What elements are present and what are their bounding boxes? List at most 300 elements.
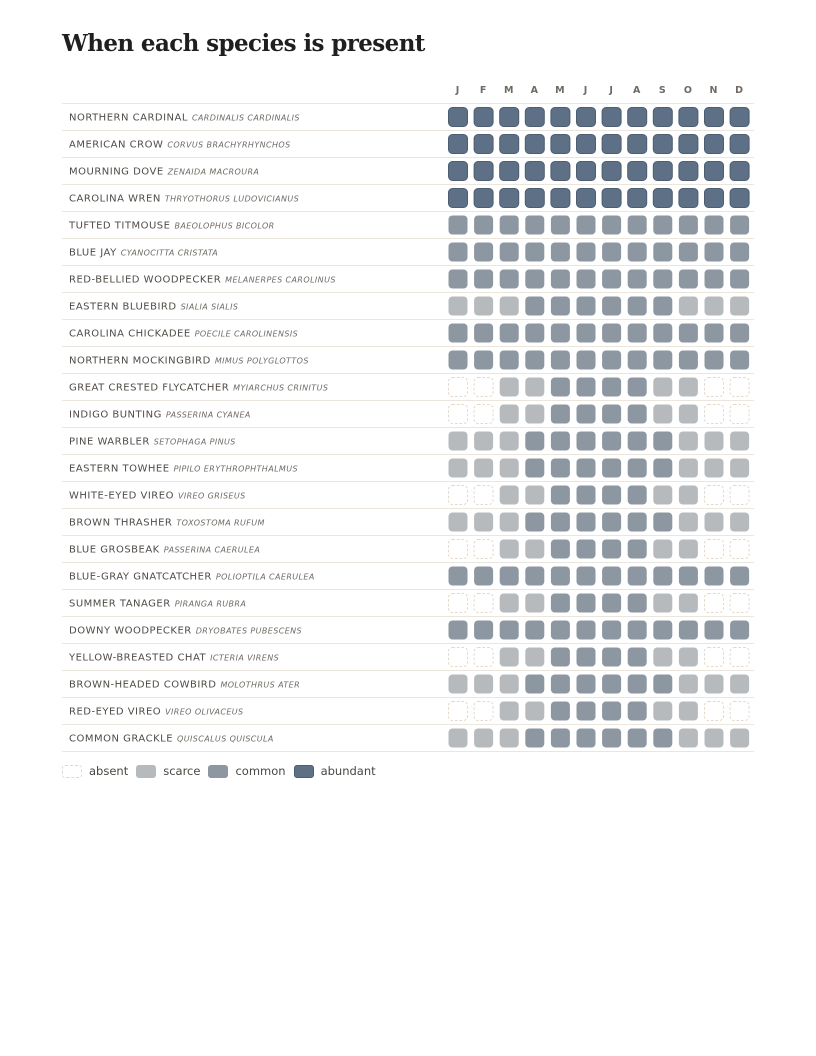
- presence-cell-common: [551, 675, 570, 694]
- presence-cell-common: [628, 405, 647, 424]
- presence-cell-common: [551, 351, 570, 370]
- presence-cell-scarce: [525, 540, 544, 559]
- species-common-name: COMMON GRACKLE: [69, 733, 174, 745]
- presence-cell-scarce: [474, 459, 493, 478]
- presence-cell-scarce: [500, 405, 519, 424]
- presence-cell-abundant: [705, 108, 724, 127]
- presence-cell-absent: [705, 486, 724, 505]
- presence-cell-scarce: [500, 297, 519, 316]
- species-label: [68, 653, 279, 664]
- month-label: J: [583, 85, 588, 96]
- month-label: M: [555, 85, 565, 96]
- presence-cell-abundant: [525, 135, 544, 154]
- presence-cell-absent: [705, 594, 724, 613]
- presence-cell-scarce: [653, 486, 672, 505]
- presence-cell-common: [551, 378, 570, 397]
- presence-cell-common: [474, 567, 493, 586]
- species-row: [62, 293, 754, 316]
- species-scientific-name: MYIARCHUS CRINITUS: [233, 383, 329, 393]
- presence-cell-common: [500, 621, 519, 640]
- presence-cell-abundant: [602, 108, 621, 127]
- species-scientific-name: CYANOCITTA CRISTATA: [120, 248, 219, 258]
- presence-cell-common: [628, 351, 647, 370]
- legend-item-absent: [62, 764, 128, 778]
- presence-cell-common: [628, 513, 647, 532]
- presence-cell-common: [500, 216, 519, 235]
- presence-cell-scarce: [679, 459, 698, 478]
- species-label: [69, 626, 302, 637]
- presence-cell-scarce: [730, 432, 749, 451]
- species-common-name: AMERICAN CROW: [69, 139, 164, 151]
- presence-cell-common: [602, 216, 621, 235]
- presence-cell-common: [602, 243, 621, 262]
- species-row: [62, 698, 754, 721]
- species-scientific-name: PIPILO ERYTHROPHTHALMUS: [173, 464, 298, 474]
- species-row: [62, 212, 754, 235]
- presence-cell-abundant: [653, 189, 672, 208]
- presence-cell-common: [653, 432, 672, 451]
- presence-cell-common: [500, 243, 519, 262]
- species-common-name: BROWN THRASHER: [69, 517, 173, 529]
- presence-cell-common: [449, 324, 468, 343]
- presence-cell-common: [653, 729, 672, 748]
- presence-cell-common: [551, 729, 570, 748]
- species-label: [69, 707, 244, 718]
- month-label: F: [479, 85, 487, 96]
- presence-cell-absent: [705, 540, 724, 559]
- species-label: [69, 140, 291, 151]
- species-label: [69, 599, 246, 610]
- presence-cell-scarce: [679, 378, 698, 397]
- presence-cell-scarce: [705, 432, 724, 451]
- presence-cell-scarce: [679, 729, 698, 748]
- species-row: [62, 536, 754, 559]
- presence-cell-common: [525, 432, 544, 451]
- species-row: [62, 671, 754, 694]
- presence-cell-common: [525, 459, 544, 478]
- presence-cell-scarce: [730, 513, 749, 532]
- presence-cell-common: [474, 270, 493, 289]
- species-common-name: NORTHERN CARDINAL: [69, 112, 188, 124]
- species-common-name: WHITE-EYED VIREO: [69, 490, 174, 502]
- presence-cell-common: [474, 243, 493, 262]
- presence-cell-common: [628, 621, 647, 640]
- legend-label-absent: absent: [89, 764, 129, 778]
- presence-cell-common: [628, 459, 647, 478]
- species-label: [69, 248, 218, 259]
- presence-cell-common: [602, 675, 621, 694]
- presence-cell-scarce: [679, 648, 698, 667]
- presence-cell-abundant: [525, 189, 544, 208]
- presence-cell-absent: [730, 594, 749, 613]
- presence-cell-common: [577, 567, 596, 586]
- presence-cell-absent: [449, 540, 468, 559]
- presence-cell-common: [628, 594, 647, 613]
- presence-cell-common: [551, 540, 570, 559]
- legend-item-scarce: [136, 764, 200, 778]
- species-label: [69, 167, 259, 178]
- legend-label-scarce: scarce: [163, 764, 201, 778]
- presence-cell-absent: [449, 702, 468, 721]
- presence-cell-common: [653, 297, 672, 316]
- presence-cell-scarce: [653, 405, 672, 424]
- species-label: [69, 734, 274, 745]
- presence-cell-common: [602, 513, 621, 532]
- presence-cell-scarce: [500, 594, 519, 613]
- presence-cell-scarce: [679, 594, 698, 613]
- presence-cell-common: [705, 216, 724, 235]
- presence-cell-common: [653, 351, 672, 370]
- presence-cell-abundant: [730, 189, 749, 208]
- month-headers: [455, 85, 743, 96]
- presence-cell-common: [500, 351, 519, 370]
- presence-cell-common: [551, 297, 570, 316]
- presence-cell-abundant: [551, 189, 570, 208]
- presence-cell-common: [679, 216, 698, 235]
- presence-cell-abundant: [449, 189, 468, 208]
- month-label: M: [503, 85, 514, 96]
- presence-cell-abundant: [602, 135, 621, 154]
- presence-cell-common: [602, 297, 621, 316]
- presence-cell-common: [551, 621, 570, 640]
- species-scientific-name: ICTERIA VIRENS: [210, 653, 280, 663]
- presence-cell-scarce: [525, 405, 544, 424]
- legend-item-common: [208, 764, 285, 778]
- presence-cell-scarce: [474, 432, 493, 451]
- presence-cell-common: [602, 702, 621, 721]
- presence-cell-scarce: [500, 729, 519, 748]
- species-scientific-name: VIREO OLIVACEUS: [165, 707, 244, 717]
- species-scientific-name: CORVUS BRACHYRHYNCHOS: [167, 140, 291, 150]
- presence-cell-common: [628, 270, 647, 289]
- presence-cell-common: [602, 432, 621, 451]
- presence-cell-abundant: [449, 162, 468, 181]
- presence-cell-abundant: [474, 189, 493, 208]
- species-label: [69, 356, 309, 367]
- species-scientific-name: POLIOPTILA CAERULEA: [215, 572, 315, 582]
- presence-cell-scarce: [730, 675, 749, 694]
- presence-cell-common: [679, 351, 698, 370]
- presence-cell-scarce: [449, 297, 468, 316]
- species-label: [69, 113, 300, 124]
- presence-cell-abundant: [577, 135, 596, 154]
- legend-swatch-scarce: [136, 765, 156, 778]
- presence-cell-common: [602, 486, 621, 505]
- presence-cell-common: [449, 567, 468, 586]
- species-scientific-name: TOXOSTOMA RUFUM: [176, 518, 265, 528]
- presence-cell-common: [525, 216, 544, 235]
- species-row: [62, 590, 754, 613]
- species-common-name: CAROLINA WREN: [69, 193, 161, 205]
- presence-cell-scarce: [500, 486, 519, 505]
- presence-cell-common: [525, 351, 544, 370]
- presence-cell-abundant: [602, 162, 621, 181]
- presence-cell-common: [449, 216, 468, 235]
- presence-cell-common: [551, 513, 570, 532]
- presence-cell-abundant: [551, 135, 570, 154]
- presence-cell-common: [653, 621, 672, 640]
- presence-cell-abundant: [628, 189, 647, 208]
- presence-cell-common: [525, 675, 544, 694]
- presence-cell-common: [602, 459, 621, 478]
- presence-cell-common: [551, 216, 570, 235]
- presence-cell-common: [577, 405, 596, 424]
- presence-cell-abundant: [679, 108, 698, 127]
- species-common-name: YELLOW-BREASTED CHAT: [69, 652, 207, 664]
- presence-cell-abundant: [577, 108, 596, 127]
- presence-cell-common: [551, 324, 570, 343]
- species-row: [62, 239, 754, 262]
- presence-cell-common: [577, 648, 596, 667]
- species-label: [69, 329, 298, 340]
- presence-cell-absent: [474, 702, 493, 721]
- presence-cell-common: [551, 405, 570, 424]
- presence-cell-common: [705, 243, 724, 262]
- species-scientific-name: BAEOLOPHUS BICOLOR: [174, 221, 275, 231]
- presence-cell-common: [474, 324, 493, 343]
- presence-cell-scarce: [525, 594, 544, 613]
- presence-cell-common: [577, 594, 596, 613]
- species-row: [62, 158, 754, 181]
- presence-cell-scarce: [474, 729, 493, 748]
- presence-cell-common: [551, 270, 570, 289]
- month-label: N: [709, 85, 718, 96]
- presence-cell-absent: [449, 594, 468, 613]
- species-scientific-name: PASSERINA CYANEA: [165, 410, 251, 420]
- species-row: [62, 347, 754, 370]
- presence-cell-absent: [730, 702, 749, 721]
- species-common-name: EASTERN TOWHEE: [69, 463, 170, 475]
- legend-label-abundant: abundant: [320, 764, 376, 778]
- presence-cell-scarce: [679, 432, 698, 451]
- presence-cell-common: [577, 351, 596, 370]
- presence-cell-common: [602, 351, 621, 370]
- presence-cell-scarce: [500, 702, 519, 721]
- presence-cell-scarce: [705, 729, 724, 748]
- species-scientific-name: CARDINALIS CARDINALIS: [191, 113, 300, 123]
- presence-cell-abundant: [653, 135, 672, 154]
- legend-swatch-common: [208, 765, 228, 778]
- presence-cell-common: [577, 513, 596, 532]
- species-common-name: RED-BELLIED WOODPECKER: [69, 274, 222, 286]
- presence-cell-common: [653, 324, 672, 343]
- species-scientific-name: POECILE CAROLINENSIS: [194, 329, 299, 339]
- legend: [62, 763, 384, 779]
- presence-cell-scarce: [705, 513, 724, 532]
- presence-cell-common: [653, 270, 672, 289]
- presence-cell-scarce: [525, 702, 544, 721]
- species-rows: [62, 104, 754, 752]
- legend-swatch-abundant: [294, 765, 314, 778]
- presence-cell-abundant: [705, 189, 724, 208]
- species-scientific-name: THRYOTHORUS LUDOVICIANUS: [164, 194, 300, 204]
- month-label: D: [735, 85, 744, 96]
- presence-cell-scarce: [679, 702, 698, 721]
- presence-cell-absent: [474, 648, 493, 667]
- presence-cell-common: [577, 459, 596, 478]
- species-common-name: RED-EYED VIREO: [69, 706, 162, 718]
- presence-cell-common: [679, 567, 698, 586]
- presence-cell-common: [730, 621, 749, 640]
- presence-cell-common: [628, 297, 647, 316]
- species-common-name: TUFTED TITMOUSE: [69, 220, 171, 232]
- presence-cell-common: [679, 243, 698, 262]
- presence-cell-abundant: [500, 162, 519, 181]
- presence-cell-common: [474, 351, 493, 370]
- presence-cell-common: [705, 324, 724, 343]
- species-common-name: CAROLINA CHICKADEE: [69, 328, 191, 340]
- presence-cell-abundant: [679, 135, 698, 154]
- presence-cell-scarce: [449, 729, 468, 748]
- species-row: [62, 455, 754, 478]
- species-common-name: NORTHERN MOCKINGBIRD: [69, 355, 211, 367]
- presence-cell-scarce: [679, 540, 698, 559]
- month-label: O: [683, 85, 692, 96]
- presence-cell-abundant: [705, 162, 724, 181]
- presence-cell-abundant: [628, 108, 647, 127]
- presence-cell-absent: [705, 648, 724, 667]
- presence-cell-common: [525, 270, 544, 289]
- species-row: [62, 374, 754, 397]
- species-row: [62, 509, 754, 532]
- presence-cell-scarce: [525, 378, 544, 397]
- presence-cell-common: [628, 648, 647, 667]
- species-common-name: BLUE-GRAY GNATCATCHER: [69, 571, 212, 583]
- presence-cell-common: [449, 243, 468, 262]
- presence-cell-abundant: [474, 108, 493, 127]
- presence-cell-scarce: [500, 648, 519, 667]
- presence-cell-scarce: [653, 378, 672, 397]
- species-row: [62, 320, 754, 343]
- presence-cell-common: [705, 270, 724, 289]
- presence-cell-scarce: [679, 405, 698, 424]
- presence-cell-abundant: [679, 189, 698, 208]
- presence-cell-absent: [449, 648, 468, 667]
- species-row: [62, 644, 754, 667]
- presence-cell-scarce: [653, 594, 672, 613]
- legend-item-abundant: [294, 764, 376, 778]
- species-row: [62, 104, 754, 127]
- species-label: [69, 680, 300, 691]
- presence-cell-abundant: [449, 108, 468, 127]
- presence-cell-scarce: [474, 297, 493, 316]
- species-row: [62, 617, 754, 640]
- presence-cell-absent: [730, 486, 749, 505]
- presence-cell-common: [628, 432, 647, 451]
- species-row: [62, 482, 754, 505]
- species-label: [69, 302, 238, 313]
- presence-cell-common: [628, 729, 647, 748]
- species-label: [69, 545, 260, 556]
- species-row: [62, 725, 754, 748]
- presence-cell-common: [449, 270, 468, 289]
- presence-cell-common: [577, 486, 596, 505]
- presence-cell-common: [525, 243, 544, 262]
- presence-cell-scarce: [730, 729, 749, 748]
- presence-cell-common: [602, 378, 621, 397]
- presence-cell-scarce: [449, 459, 468, 478]
- species-common-name: PINE WARBLER: [69, 436, 150, 448]
- presence-cell-common: [577, 270, 596, 289]
- species-common-name: GREAT CRESTED FLYCATCHER: [69, 382, 230, 394]
- species-scientific-name: MIMUS POLYGLOTTOS: [214, 356, 309, 366]
- presence-cell-absent: [474, 378, 493, 397]
- presence-cell-common: [551, 486, 570, 505]
- presence-cell-common: [525, 324, 544, 343]
- presence-cell-common: [525, 297, 544, 316]
- presence-cell-scarce: [500, 459, 519, 478]
- presence-cell-scarce: [500, 513, 519, 532]
- species-scientific-name: SETOPHAGA PINUS: [153, 437, 236, 447]
- presence-cell-common: [628, 324, 647, 343]
- month-label: S: [658, 85, 666, 96]
- species-label: [69, 572, 315, 583]
- presence-cell-absent: [730, 378, 749, 397]
- presence-cell-common: [525, 729, 544, 748]
- presence-cell-common: [577, 216, 596, 235]
- presence-cell-abundant: [653, 162, 672, 181]
- presence-cell-common: [730, 270, 749, 289]
- presence-cell-abundant: [653, 108, 672, 127]
- presence-cell-common: [705, 621, 724, 640]
- presence-cell-scarce: [449, 513, 468, 532]
- presence-cell-absent: [474, 594, 493, 613]
- species-scientific-name: PIRANGA RUBRA: [174, 599, 247, 609]
- presence-cell-abundant: [500, 135, 519, 154]
- presence-cell-common: [602, 270, 621, 289]
- species-label: [69, 491, 246, 502]
- presence-cell-common: [602, 324, 621, 343]
- presence-cell-common: [602, 729, 621, 748]
- presence-cell-absent: [474, 486, 493, 505]
- presence-cell-abundant: [577, 189, 596, 208]
- presence-cell-scarce: [525, 648, 544, 667]
- presence-cell-common: [653, 567, 672, 586]
- presence-cell-scarce: [679, 513, 698, 532]
- presence-cell-scarce: [679, 486, 698, 505]
- species-label: [69, 437, 236, 448]
- presence-cell-common: [602, 405, 621, 424]
- presence-cell-common: [628, 216, 647, 235]
- presence-cell-common: [730, 243, 749, 262]
- species-label: [69, 464, 298, 475]
- presence-cell-abundant: [474, 135, 493, 154]
- legend-label-common: common: [235, 764, 286, 778]
- presence-cell-common: [551, 243, 570, 262]
- presence-cell-scarce: [705, 297, 724, 316]
- presence-cell-abundant: [679, 162, 698, 181]
- presence-cell-scarce: [474, 675, 493, 694]
- presence-cell-common: [577, 243, 596, 262]
- presence-cell-common: [577, 324, 596, 343]
- presence-cell-absent: [449, 486, 468, 505]
- presence-cell-abundant: [449, 135, 468, 154]
- presence-cell-common: [628, 486, 647, 505]
- presence-cell-common: [628, 675, 647, 694]
- month-label: J: [455, 85, 460, 96]
- presence-cell-absent: [474, 405, 493, 424]
- species-scientific-name: QUISCALUS QUISCULA: [177, 734, 274, 744]
- presence-cell-scarce: [449, 675, 468, 694]
- presence-cell-common: [577, 432, 596, 451]
- presence-cell-common: [474, 216, 493, 235]
- presence-cell-scarce: [500, 378, 519, 397]
- presence-cell-scarce: [500, 675, 519, 694]
- presence-cell-common: [500, 270, 519, 289]
- presence-cell-abundant: [500, 189, 519, 208]
- presence-cell-scarce: [500, 432, 519, 451]
- species-scientific-name: PASSERINA CAERULEA: [163, 545, 261, 555]
